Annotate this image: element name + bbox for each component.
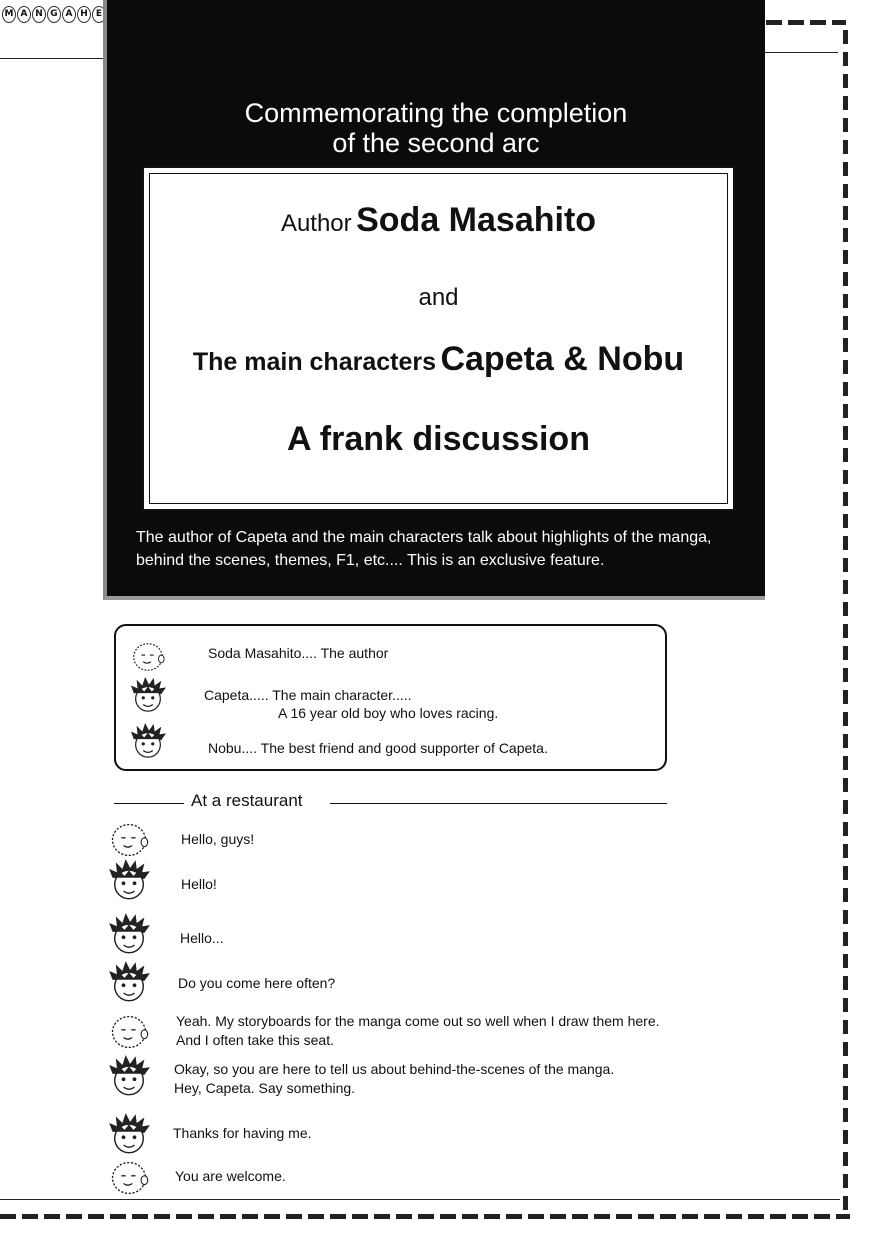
headline-line-2: of the second arc bbox=[332, 128, 540, 158]
watermark-letter: M bbox=[2, 6, 16, 23]
dialog-text-line: Thanks for having me. bbox=[173, 1125, 312, 1141]
section-rule-left bbox=[114, 803, 184, 804]
characters-names: Capeta & Nobu bbox=[440, 340, 685, 378]
cast-item-line: Nobu.... The best friend and good supporter of Capeta. bbox=[208, 740, 548, 756]
dialog-text bbox=[175, 1167, 286, 1186]
section-header bbox=[114, 791, 667, 815]
dialog-text-line: Hello, guys! bbox=[181, 831, 255, 847]
watermark-letter: E bbox=[92, 6, 106, 23]
intro-text bbox=[136, 526, 766, 572]
nobu-face-icon bbox=[106, 1054, 152, 1098]
watermark-letter: G bbox=[47, 6, 61, 23]
capeta-face-icon bbox=[128, 676, 168, 714]
dialog-text-line: And I often take this seat. bbox=[176, 1032, 334, 1048]
dialog-text bbox=[176, 1012, 660, 1050]
dialog-text-line: Yeah. My storyboards for the manga come out so well when I draw them here. bbox=[176, 1013, 660, 1029]
dialog-text bbox=[181, 875, 217, 894]
section-label: At a restaurant bbox=[191, 791, 303, 810]
watermark-letter: N bbox=[32, 6, 46, 23]
characters-line bbox=[144, 340, 733, 379]
nobu-face-icon bbox=[128, 722, 168, 760]
intro-line-2: behind the scenes, themes, F1, etc.... This is an exclusive feature. bbox=[136, 552, 605, 569]
dialog-text bbox=[173, 1124, 312, 1143]
dialog-text-line: Hey, Capeta. Say something. bbox=[174, 1080, 356, 1096]
dialog-text-line: Okay, so you are here to tell us about behind-the-scenes of the manga. bbox=[174, 1061, 615, 1077]
author-name: Soda Masahito bbox=[356, 201, 597, 239]
watermark-letter: A bbox=[17, 6, 31, 23]
cast-item-line: A 16 year old boy who loves racing. bbox=[278, 705, 499, 721]
cast-item-nobu bbox=[208, 739, 548, 757]
cast-item-author bbox=[208, 644, 388, 662]
intro-line-1: The author of Capeta and the main characters talk about highlights of the manga, bbox=[136, 529, 712, 546]
discussion-subtitle: A frank discussion bbox=[287, 420, 590, 458]
dialog-text bbox=[174, 1060, 614, 1098]
capeta-face-icon bbox=[106, 1112, 152, 1156]
author-face-icon bbox=[106, 1010, 152, 1054]
dialog-text-line: You are welcome. bbox=[175, 1168, 286, 1184]
section-rule-right bbox=[330, 803, 667, 804]
dialog-text-line: Hello! bbox=[181, 876, 217, 892]
top-left-rule bbox=[0, 58, 108, 59]
author-line bbox=[144, 201, 733, 240]
cast-item-line: Soda Masahito.... The author bbox=[208, 645, 389, 661]
headline-line-1: Commemorating the completion bbox=[244, 98, 628, 128]
dialog-text bbox=[180, 929, 224, 948]
nobu-face-icon bbox=[106, 858, 152, 902]
characters-prefix: The main characters bbox=[192, 348, 437, 376]
dialog-text-line: Hello... bbox=[180, 930, 224, 946]
top-dashed-border bbox=[766, 20, 846, 25]
cast-item-line: Capeta..... The main character..... bbox=[204, 687, 412, 703]
title-box bbox=[142, 166, 735, 511]
capeta-face-icon bbox=[106, 912, 152, 956]
right-dashed-border bbox=[843, 30, 848, 1215]
cast-list bbox=[114, 624, 667, 771]
conjunction: and bbox=[418, 284, 459, 311]
author-face-icon bbox=[106, 1156, 152, 1200]
dialog-text bbox=[181, 830, 254, 849]
author-face-icon bbox=[128, 638, 168, 676]
author-face-icon bbox=[106, 818, 152, 862]
dialog-text bbox=[178, 974, 335, 993]
top-right-rule bbox=[762, 52, 838, 53]
bottom-dashed-border bbox=[0, 1214, 850, 1219]
header-panel bbox=[103, 0, 765, 600]
headline bbox=[107, 98, 765, 158]
watermark-letter: A bbox=[62, 6, 76, 23]
dialog-text-line: Do you come here often? bbox=[178, 975, 336, 991]
nobu-face-icon bbox=[106, 960, 152, 1004]
author-prefix: Author bbox=[280, 210, 352, 237]
cast-item-capeta bbox=[204, 686, 498, 722]
watermark-letter: H bbox=[77, 6, 91, 23]
